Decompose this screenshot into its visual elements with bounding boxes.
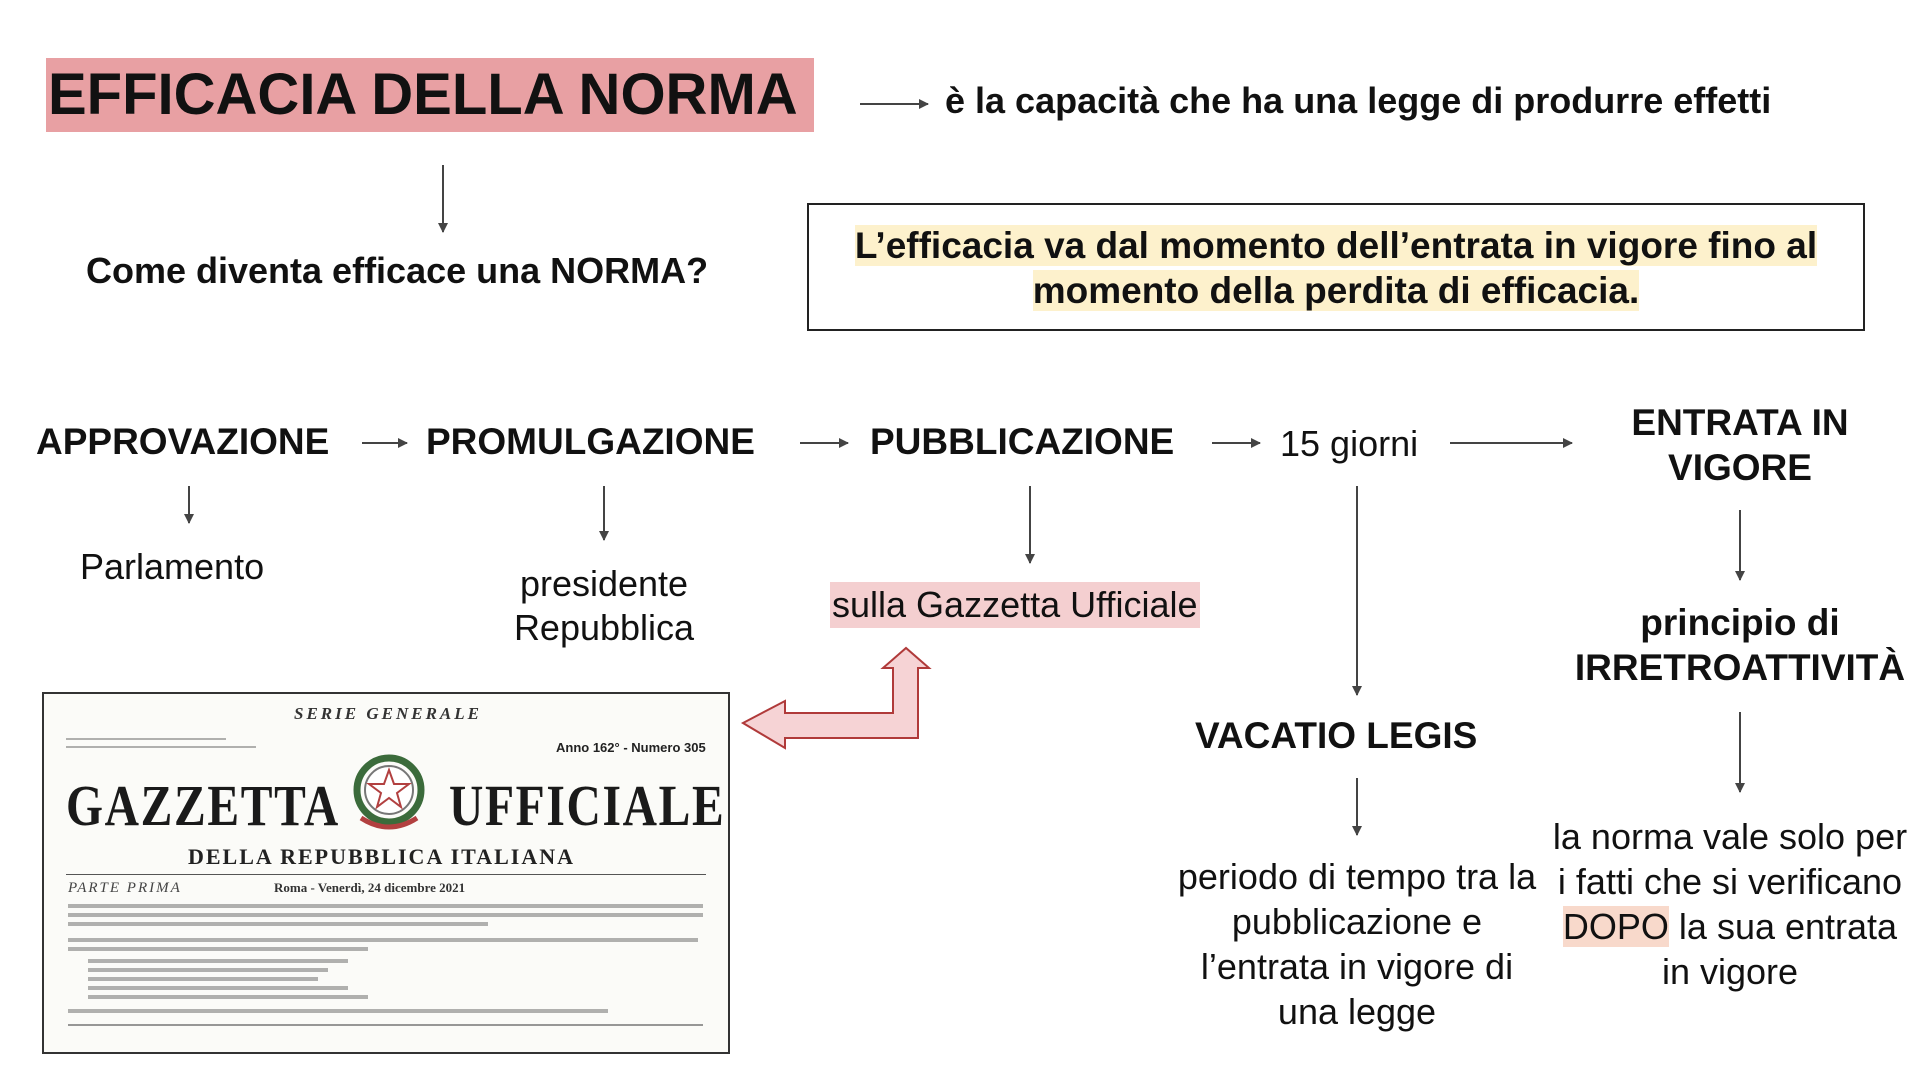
page-title: EFFICACIA DELLA NORMA: [46, 58, 814, 132]
gazzetta-masthead-right: UFFICIALE: [449, 773, 726, 838]
gazzetta-anno: Anno 162° - Numero 305: [556, 740, 706, 755]
gazzetta-ufficiale-image: [42, 692, 730, 1054]
efficacy-box-line1: L’efficacia va dal momento dell’entrata in vigore fino al: [854, 225, 1818, 266]
efficacy-box-line2: momento della perdita di efficacia.: [1032, 270, 1640, 311]
step-15-giorni: 15 giorni: [1280, 423, 1419, 464]
step-promulgazione: PROMULGAZIONE: [426, 421, 755, 462]
promulgazione-detail-line1: presidente: [519, 563, 689, 604]
gazzetta-link-arrow: [743, 648, 929, 748]
gazzetta-data: Roma - Venerdì, 24 dicembre 2021: [274, 880, 466, 895]
irretroattivita-label: [1560, 600, 1920, 690]
irretroattivita-line1: principio di: [1640, 602, 1840, 643]
norma-line3: la sua entrata: [1668, 906, 1898, 947]
irretroattivita-definition: [1540, 814, 1920, 994]
approvazione-detail: Parlamento: [80, 546, 265, 587]
step-approvazione: APPROVAZIONE: [36, 421, 330, 462]
vacatio-line4: una legge: [1277, 991, 1437, 1032]
promulgazione-detail: [484, 562, 724, 650]
vacatio-legis-label: VACATIO LEGIS: [1195, 715, 1478, 756]
step-entrata-in-vigore: [1590, 400, 1890, 490]
pubblicazione-detail: sulla Gazzetta Ufficiale: [830, 582, 1200, 628]
gazzetta-parte: PARTE PRIMA: [68, 880, 182, 896]
step-pubblicazione: PUBBLICAZIONE: [870, 421, 1175, 462]
gazzetta-masthead-left: GAZZETTA: [66, 773, 340, 838]
norma-line1: la norma vale solo per: [1552, 816, 1908, 857]
definition-text: è la capacità che ha una legge di produrre effetti: [945, 80, 1772, 121]
vacatio-line1: periodo di tempo tra la: [1177, 856, 1537, 897]
norma-line2: i fatti che si verificano: [1557, 861, 1903, 902]
gazzetta-subtitle: DELLA REPUBBLICA ITALIANA: [188, 844, 576, 869]
norma-line4: in vigore: [1661, 951, 1799, 992]
dopo-highlight: DOPO: [1562, 906, 1669, 947]
promulgazione-detail-line2: Repubblica: [513, 607, 695, 648]
entrata-label-line2: VIGORE: [1668, 447, 1812, 488]
gazzetta-serie: SERIE GENERALE: [294, 704, 482, 723]
question-text: Come diventa efficace una NORMA?: [86, 250, 709, 291]
irretroattivita-line2: IRRETROATTIVITÀ: [1574, 647, 1906, 688]
entrata-label-line1: ENTRATA IN: [1631, 402, 1849, 443]
vacatio-definition: [1160, 854, 1554, 1034]
gazzetta-divider: [66, 874, 706, 875]
emblem-icon: [339, 732, 439, 842]
vacatio-line3: l’entrata in vigore di: [1200, 946, 1514, 987]
vacatio-line2: pubblicazione e: [1231, 901, 1483, 942]
